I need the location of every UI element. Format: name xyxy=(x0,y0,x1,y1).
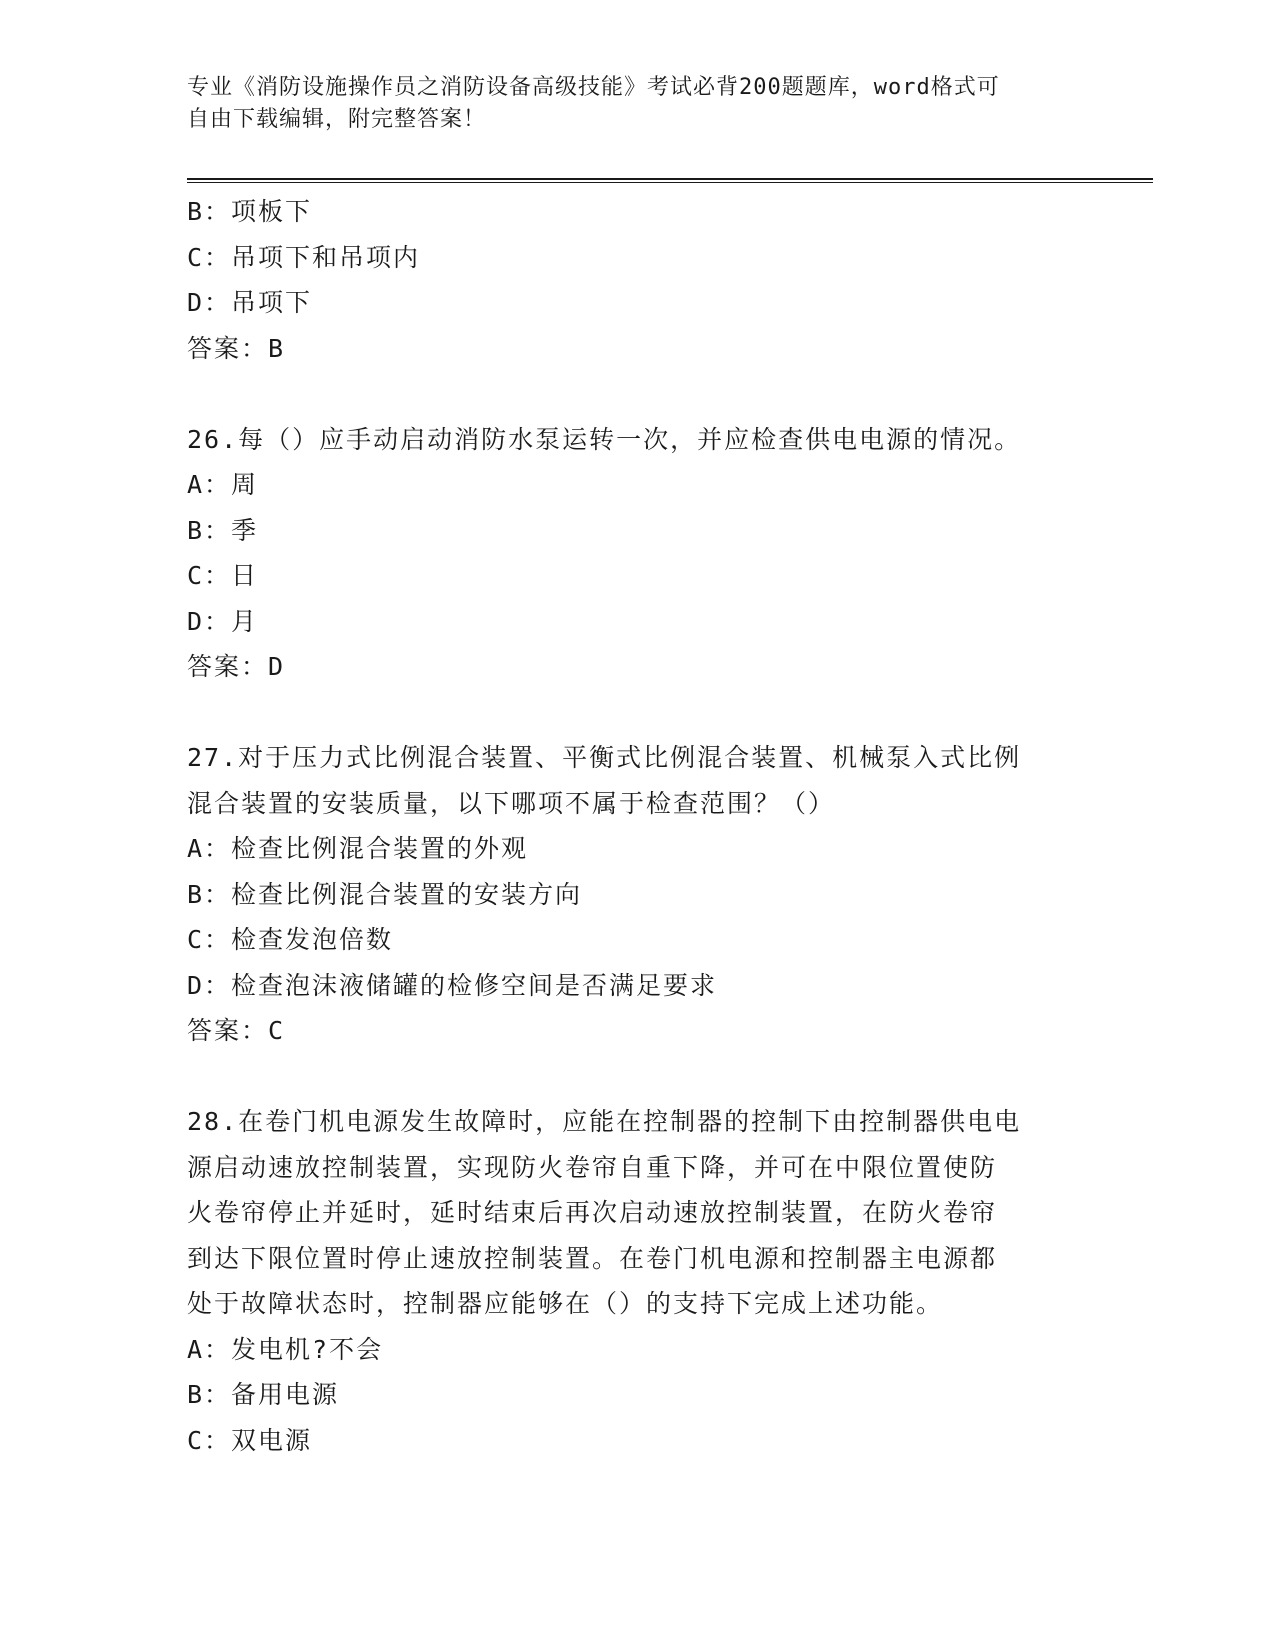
answer-value: B xyxy=(268,333,286,363)
spacer xyxy=(187,690,1087,736)
option-c: C：检查发泡倍数 xyxy=(187,925,394,954)
option-c: C：双电源 xyxy=(187,1425,313,1455)
option-b: B：项板下 xyxy=(187,197,313,226)
option-d: D：检查泡沫液储罐的检修空间是否满足要求 xyxy=(187,970,718,1000)
answer-line xyxy=(187,1008,1087,1054)
question-25-tail xyxy=(187,189,1087,371)
question-text-line: 火卷帘停止并延时，延时结束后再次启动速放控制装置，在防火卷帘 xyxy=(187,1198,998,1227)
answer-value: C xyxy=(268,1016,286,1045)
question-text-line: 到达下限位置时停止速放控制装置。在卷门机电源和控制器主电源都 xyxy=(187,1243,998,1273)
question-text-line: 26.每（）应手动启动消防水泵运转一次，并应检查供电电源的情况。 xyxy=(187,424,1022,454)
answer-value: D xyxy=(268,652,286,681)
question-26 xyxy=(187,417,1087,690)
answer-label: 答案： xyxy=(187,333,269,363)
spacer xyxy=(187,371,1087,417)
option-b: B：季 xyxy=(187,515,259,545)
answer-label: 答案： xyxy=(187,652,269,681)
answer-label: 答案： xyxy=(187,1016,269,1045)
header-line-2: 自由下载编辑，附完整答案！ xyxy=(187,107,487,132)
answer-line xyxy=(187,326,1087,372)
option-b: B：备用电源 xyxy=(187,1380,340,1409)
header-divider xyxy=(187,178,1153,183)
option-d: D：吊项下 xyxy=(187,288,313,317)
option-d: D：月 xyxy=(187,606,259,636)
option-a: A：周 xyxy=(187,470,259,499)
question-27 xyxy=(187,735,1087,1054)
option-c: C：日 xyxy=(187,561,259,590)
question-text-line: 混合装置的安装质量，以下哪项不属于检查范围？（） xyxy=(187,788,836,818)
question-text-line: 处于故障状态时，控制器应能够在（）的支持下完成上述功能。 xyxy=(187,1289,944,1318)
question-text-line: 28.在卷门机电源发生故障时，应能在控制器的控制下由控制器供电电 xyxy=(187,1107,1022,1136)
question-text-line: 源启动速放控制装置，实现防火卷帘自重下降，并可在中限位置使防 xyxy=(187,1152,998,1182)
option-b: B：检查比例混合装置的安装方向 xyxy=(187,879,583,909)
document-header xyxy=(187,72,1067,136)
option-a: A：发电机?不会 xyxy=(187,1334,384,1364)
question-text-line: 27.对于压力式比例混合装置、平衡式比例混合装置、机械泵入式比例 xyxy=(187,743,1022,772)
option-c: C：吊项下和吊项内 xyxy=(187,242,421,272)
option-a: A：检查比例混合装置的外观 xyxy=(187,834,529,863)
question-list xyxy=(187,189,1087,1463)
answer-line xyxy=(187,644,1087,690)
spacer xyxy=(187,1054,1087,1100)
question-28 xyxy=(187,1099,1087,1463)
header-line-1: 专业《消防设施操作员之消防设备高级技能》考试必背200题题库，word格式可 xyxy=(187,75,1000,100)
